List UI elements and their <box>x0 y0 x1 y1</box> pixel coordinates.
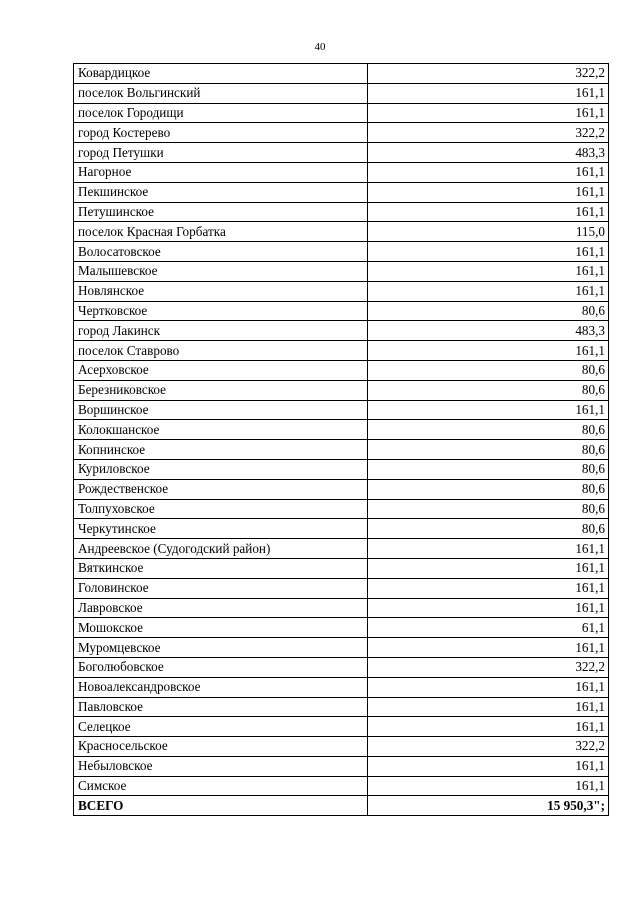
municipality-name-cell: Ковардицкое <box>74 64 368 84</box>
table-row <box>74 182 609 202</box>
table-row <box>74 83 609 103</box>
table-row <box>74 638 609 658</box>
allocation-table <box>73 63 609 816</box>
table-row <box>74 281 609 301</box>
table-row <box>74 499 609 519</box>
municipality-name-cell: Андреевское (Судогодский район) <box>74 539 368 559</box>
municipality-name-cell: Малышевское <box>74 261 368 281</box>
amount-cell: 161,1 <box>368 341 609 361</box>
amount-cell: 161,1 <box>368 103 609 123</box>
municipality-name-cell: Березниковское <box>74 380 368 400</box>
amount-cell: 80,6 <box>368 420 609 440</box>
table-row <box>74 697 609 717</box>
municipality-name-cell: Лавровское <box>74 598 368 618</box>
table-row <box>74 64 609 84</box>
municipality-name-cell: Новоалександровское <box>74 677 368 697</box>
table-row <box>74 242 609 262</box>
amount-cell: 161,1 <box>368 677 609 697</box>
amount-cell: 161,1 <box>368 578 609 598</box>
municipality-name-cell: город Лакинск <box>74 321 368 341</box>
municipality-name-cell: Боголюбовское <box>74 657 368 677</box>
table-row <box>74 202 609 222</box>
municipality-name-cell: Асерховское <box>74 360 368 380</box>
municipality-name-cell: поселок Ставрово <box>74 341 368 361</box>
amount-cell: 161,1 <box>368 162 609 182</box>
amount-cell: 80,6 <box>368 479 609 499</box>
amount-cell: 483,3 <box>368 321 609 341</box>
page-number: 40 <box>314 41 326 53</box>
municipality-name-cell: Воршинское <box>74 400 368 420</box>
municipality-name-cell: Головинское <box>74 578 368 598</box>
municipality-name-cell: Красносельское <box>74 737 368 757</box>
municipality-name-cell: Колокшанское <box>74 420 368 440</box>
amount-cell: 322,2 <box>368 123 609 143</box>
table-row <box>74 657 609 677</box>
municipality-name-cell: город Петушки <box>74 143 368 163</box>
table-row <box>74 618 609 638</box>
amount-cell: 161,1 <box>368 202 609 222</box>
amount-cell: 161,1 <box>368 717 609 737</box>
municipality-name-cell: Новлянское <box>74 281 368 301</box>
amount-cell: 161,1 <box>368 242 609 262</box>
table-row <box>74 440 609 460</box>
municipality-name-cell: Мошокское <box>74 618 368 638</box>
municipality-name-cell: Павловское <box>74 697 368 717</box>
table-row <box>74 400 609 420</box>
amount-cell: 80,6 <box>368 440 609 460</box>
table-row <box>74 677 609 697</box>
table-row <box>74 776 609 796</box>
table-row <box>74 222 609 242</box>
amount-cell: 161,1 <box>368 400 609 420</box>
municipality-name-cell: Нагорное <box>74 162 368 182</box>
amount-cell: 161,1 <box>368 182 609 202</box>
amount-cell: 161,1 <box>368 638 609 658</box>
amount-cell: 80,6 <box>368 459 609 479</box>
amount-cell: 161,1 <box>368 756 609 776</box>
table-row <box>74 459 609 479</box>
municipality-name-cell: Вяткинское <box>74 558 368 578</box>
table-row <box>74 360 609 380</box>
table-row <box>74 143 609 163</box>
amount-cell: 322,2 <box>368 64 609 84</box>
table-row <box>74 519 609 539</box>
table-row <box>74 341 609 361</box>
amount-cell: 161,1 <box>368 697 609 717</box>
amount-cell: 115,0 <box>368 222 609 242</box>
amount-cell: 161,1 <box>368 558 609 578</box>
total-label-cell: ВСЕГО <box>74 796 368 816</box>
table-row <box>74 420 609 440</box>
municipality-name-cell: Волосатовское <box>74 242 368 262</box>
amount-cell: 80,6 <box>368 301 609 321</box>
table-row <box>74 261 609 281</box>
municipality-name-cell: Селецкое <box>74 717 368 737</box>
table-row <box>74 578 609 598</box>
amount-cell: 161,1 <box>368 281 609 301</box>
municipality-name-cell: Рождественское <box>74 479 368 499</box>
municipality-name-cell: Чертковское <box>74 301 368 321</box>
total-row <box>74 796 609 816</box>
amount-cell: 80,6 <box>368 380 609 400</box>
municipality-name-cell: Толпуховское <box>74 499 368 519</box>
amount-cell: 483,3 <box>368 143 609 163</box>
table-row <box>74 756 609 776</box>
table-row <box>74 162 609 182</box>
municipality-name-cell: поселок Городищи <box>74 103 368 123</box>
amount-cell: 161,1 <box>368 539 609 559</box>
amount-cell: 161,1 <box>368 776 609 796</box>
table-row <box>74 123 609 143</box>
table-row <box>74 737 609 757</box>
municipality-name-cell: Копнинское <box>74 440 368 460</box>
municipality-name-cell: поселок Вольгинский <box>74 83 368 103</box>
table-row <box>74 598 609 618</box>
municipality-name-cell: Небыловское <box>74 756 368 776</box>
municipality-name-cell: поселок Красная Горбатка <box>74 222 368 242</box>
municipality-name-cell: Петушинское <box>74 202 368 222</box>
amount-cell: 80,6 <box>368 519 609 539</box>
table-row <box>74 321 609 341</box>
table-row <box>74 717 609 737</box>
table-row <box>74 301 609 321</box>
amount-cell: 80,6 <box>368 360 609 380</box>
amount-cell: 61,1 <box>368 618 609 638</box>
municipality-name-cell: Куриловское <box>74 459 368 479</box>
amount-cell: 161,1 <box>368 83 609 103</box>
total-amount-cell: 15 950,3"; <box>368 796 609 816</box>
municipality-name-cell: Муромцевское <box>74 638 368 658</box>
table-row <box>74 479 609 499</box>
municipality-name-cell: Черкутинское <box>74 519 368 539</box>
table-row <box>74 380 609 400</box>
amount-cell: 80,6 <box>368 499 609 519</box>
amount-cell: 161,1 <box>368 261 609 281</box>
municipality-name-cell: город Костерево <box>74 123 368 143</box>
municipality-name-cell: Пекшинское <box>74 182 368 202</box>
table-row <box>74 539 609 559</box>
table-row <box>74 558 609 578</box>
table-row <box>74 103 609 123</box>
municipality-name-cell: Симское <box>74 776 368 796</box>
amount-cell: 322,2 <box>368 657 609 677</box>
amount-cell: 322,2 <box>368 737 609 757</box>
table-body <box>74 64 609 816</box>
amount-cell: 161,1 <box>368 598 609 618</box>
